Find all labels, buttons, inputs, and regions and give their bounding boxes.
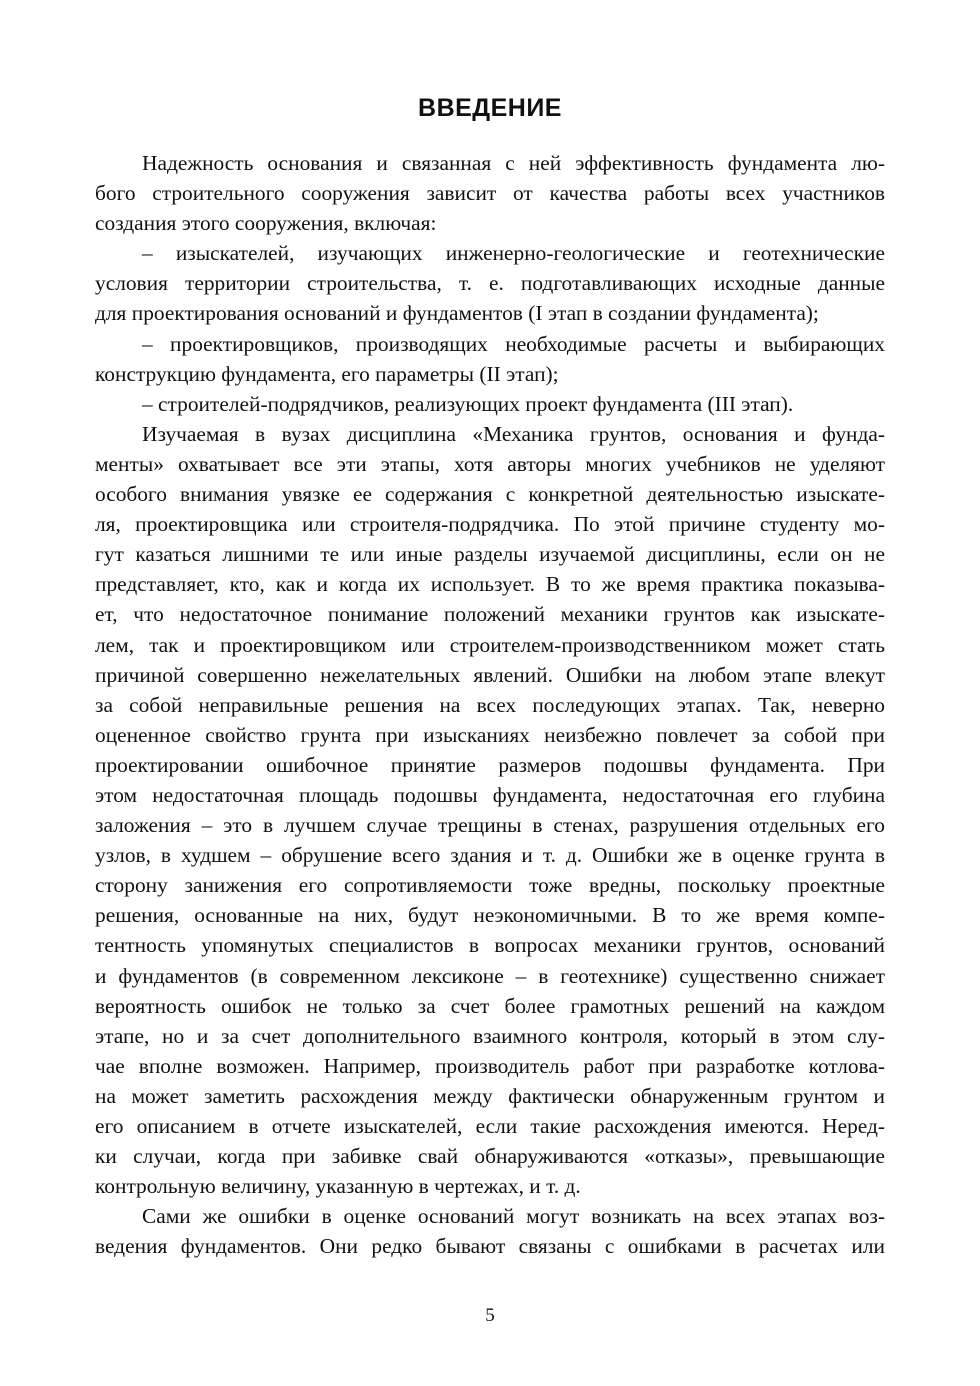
text-line: – проектировщиков, производящих необходимые расчеты и выбирающих	[142, 331, 885, 356]
text-line: ведения фундаментов. Они редко бывают связаны с ошибками в расчетах или	[95, 1234, 885, 1259]
text-line: на может заметить расхождения между фактически обнаруженным грунтом и	[95, 1083, 885, 1108]
text-line: для проектирования оснований и фундаментов (I этап в создании фундамента);	[95, 301, 819, 326]
text-line: проектировании ошибочное принятие размеров подошвы фундамента. При	[95, 752, 885, 777]
text-line: лем, так и проектировщиком или строителем-производственником может стать	[95, 632, 885, 657]
text-line: этапе, но и за счет дополнительного взаимного контроля, который в этом слу-	[95, 1023, 885, 1048]
paragraph	[95, 389, 885, 419]
text-line: Сами же ошибки в оценке оснований могут возникать на всех этапах воз-	[142, 1204, 885, 1229]
text-line: бого строительного сооружения зависит от качества работы всех участников	[95, 181, 885, 206]
text-line: особого внимания увязке ее содержания с конкретной деятельностью изыскате-	[95, 482, 885, 507]
text-line: создания этого сооружения, включая:	[95, 211, 437, 236]
text-line: гут казаться лишними те или иные разделы изучаемой дисциплины, если он не	[95, 542, 885, 567]
text-line: оцененное свойство грунта при изысканиях неизбежно повлечет за собой при	[95, 722, 885, 747]
text-line: конструкцию фундамента, его параметры (II этап);	[95, 361, 559, 386]
text-line: контрольную величину, указанную в чертежах, и т. д.	[95, 1174, 581, 1199]
text-line: представляет, кто, как и когда их использует. В то же время практика показыва-	[95, 572, 885, 597]
paragraph	[95, 238, 885, 328]
page-number: 5	[485, 1305, 495, 1326]
page-title: ВВЕДЕНИЕ	[418, 94, 562, 122]
text-line: этом недостаточная площадь подошвы фундамента, недостаточная его глубина	[95, 782, 885, 807]
text-line: Изучаемая в вузах дисциплина «Механика грунтов, основания и фунда-	[142, 421, 885, 446]
text-line: его описанием в отчете изыскателей, если такие расхождения имеются. Неред-	[95, 1114, 885, 1138]
text-line: – изыскателей, изучающих инженерно-геологические и геотехнические	[142, 241, 885, 266]
text-line: решения, основанные на них, будут неэкономичными. В то же время компе-	[95, 903, 885, 928]
text-line: узлов, в худшем – обрушение всего здания и т. д. Ошибки же в оценке грунта в	[95, 843, 885, 868]
paragraph	[95, 1201, 885, 1261]
text-line: ля, проектировщика или строителя-подрядчика. По этой причине студенту мо-	[95, 512, 885, 537]
text-line: тентность упомянутых специалистов в вопросах механики грунтов, оснований	[95, 933, 885, 958]
text-line: за собой неправильные решения на всех последующих этапах. Так, неверно	[95, 692, 885, 717]
text-line: ки случаи, когда при забивке свай обнаруживаются «отказы», превышающие	[95, 1144, 885, 1169]
text-line: сторону занижения его сопротивляемости тоже вредны, поскольку проектные	[95, 873, 885, 898]
paragraph	[95, 148, 885, 238]
paragraph	[95, 419, 885, 1201]
text-line: ет, что недостаточное понимание положений механики грунтов как изыскате-	[95, 602, 885, 627]
text-line: – строителей-подрядчиков, реализующих проект фундамента (III этап).	[142, 391, 794, 416]
text-line: Надежность основания и связанная с ней эффективность фундамента лю-	[142, 151, 885, 175]
text-line: вероятность ошибок не только за счет более грамотных решений на каждом	[95, 993, 885, 1018]
text-line: и фундаментов (в современном лексиконе – в геотехнике) существенно снижает	[95, 963, 885, 988]
text-line: причиной совершенно нежелательных явлений. Ошибки на любом этапе влекут	[95, 662, 885, 687]
body-text	[95, 148, 885, 1261]
paragraph	[95, 329, 885, 389]
text-line: чае вполне возможен. Например, производитель работ при разработке котлова-	[95, 1053, 885, 1078]
text-line: условия территории строительства, т. е. подготавливающих исходные данные	[95, 271, 885, 296]
text-line: заложения – это в лучшем случае трещины в стенах, разрушения отдельных его	[95, 813, 885, 838]
text-line: менты» охватывает все эти этапы, хотя авторы многих учебников не уделяют	[95, 451, 885, 476]
